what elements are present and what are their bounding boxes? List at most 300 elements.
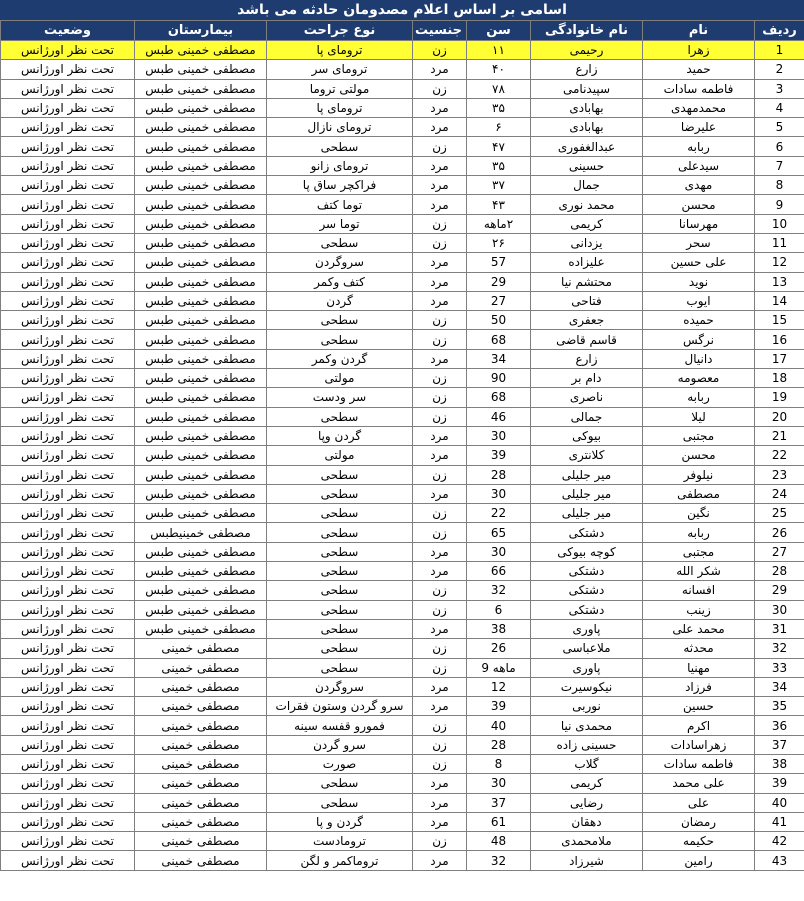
table-row[interactable] (1, 677, 804, 696)
row-number-cell[interactable]: 37 (755, 735, 804, 754)
age-cell[interactable]: ۳۵ (467, 156, 531, 175)
status-cell[interactable]: تحت نظر اورژانس (1, 812, 135, 831)
last-name-cell[interactable]: بهابادی (531, 98, 643, 117)
row-number-cell[interactable]: 4 (755, 98, 804, 117)
injury-type-cell[interactable]: سطحی (267, 542, 413, 561)
gender-cell[interactable]: مرد (413, 195, 467, 214)
injury-type-cell[interactable]: سطحی (267, 639, 413, 658)
table-row[interactable] (1, 465, 804, 484)
status-cell[interactable]: تحت نظر اورژانس (1, 851, 135, 870)
first-name-cell[interactable]: محمد علی (643, 619, 755, 638)
last-name-cell[interactable]: حسینی زاده (531, 735, 643, 754)
gender-cell[interactable]: زن (413, 504, 467, 523)
table-row[interactable] (1, 504, 804, 523)
last-name-cell[interactable]: دام بر (531, 369, 643, 388)
table-row[interactable] (1, 600, 804, 619)
hospital-cell[interactable]: مصطفی خمینی طبس (135, 79, 267, 98)
hospital-cell[interactable]: مصطفی خمینی طبس (135, 330, 267, 349)
table-row[interactable] (1, 233, 804, 252)
gender-cell[interactable]: زن (413, 735, 467, 754)
status-cell[interactable]: تحت نظر اورژانس (1, 369, 135, 388)
last-name-cell[interactable]: ناصری (531, 388, 643, 407)
status-cell[interactable]: تحت نظر اورژانس (1, 98, 135, 117)
injury-type-cell[interactable]: مولتی (267, 446, 413, 465)
hospital-cell[interactable]: مصطفی خمینی طبس (135, 98, 267, 117)
age-cell[interactable]: 90 (467, 369, 531, 388)
status-cell[interactable]: تحت نظر اورژانس (1, 735, 135, 754)
table-row[interactable] (1, 407, 804, 426)
gender-cell[interactable]: مرد (413, 118, 467, 137)
age-cell[interactable]: 38 (467, 619, 531, 638)
gender-cell[interactable]: مرد (413, 774, 467, 793)
injury-type-cell[interactable]: سطحی (267, 484, 413, 503)
injury-type-cell[interactable]: ترومای سر (267, 60, 413, 79)
status-cell[interactable]: تحت نظر اورژانس (1, 41, 135, 60)
gender-cell[interactable]: زن (413, 581, 467, 600)
row-number-cell[interactable]: 11 (755, 233, 804, 252)
last-name-cell[interactable]: عبدالغفوری (531, 137, 643, 156)
last-name-cell[interactable]: میر جلیلی (531, 465, 643, 484)
last-name-cell[interactable]: علیزاده (531, 253, 643, 272)
hospital-cell[interactable]: مصطفی خمینی طبس (135, 484, 267, 503)
table-row[interactable] (1, 214, 804, 233)
hospital-cell[interactable]: مصطفی خمینی طبس (135, 504, 267, 523)
age-cell[interactable]: 30 (467, 426, 531, 445)
injury-type-cell[interactable]: سطحی (267, 600, 413, 619)
first-name-cell[interactable]: محمدمهدی (643, 98, 755, 117)
hospital-cell[interactable]: مصطفی خمینی (135, 832, 267, 851)
age-cell[interactable]: 30 (467, 774, 531, 793)
row-number-cell[interactable]: 25 (755, 504, 804, 523)
status-cell[interactable]: تحت نظر اورژانس (1, 156, 135, 175)
hospital-cell[interactable]: مصطفی خمینی طبس (135, 562, 267, 581)
table-row[interactable] (1, 79, 804, 98)
last-name-cell[interactable]: نوربی (531, 697, 643, 716)
table-row[interactable] (1, 41, 804, 60)
first-name-cell[interactable]: شکر الله (643, 562, 755, 581)
first-name-cell[interactable]: لیلا (643, 407, 755, 426)
row-number-cell[interactable]: 19 (755, 388, 804, 407)
hospital-cell[interactable]: مصطفی خمینی (135, 677, 267, 696)
gender-cell[interactable]: زن (413, 214, 467, 233)
age-cell[interactable]: 22 (467, 504, 531, 523)
status-cell[interactable]: تحت نظر اورژانس (1, 639, 135, 658)
age-cell[interactable]: ۲ماهه (467, 214, 531, 233)
age-cell[interactable]: ۴۳ (467, 195, 531, 214)
table-row[interactable] (1, 311, 804, 330)
first-name-cell[interactable]: علی (643, 793, 755, 812)
row-number-cell[interactable]: 16 (755, 330, 804, 349)
table-row[interactable] (1, 272, 804, 291)
last-name-cell[interactable]: حسینی (531, 156, 643, 175)
table-row[interactable] (1, 716, 804, 735)
header-gender[interactable]: جنسیت (413, 21, 467, 41)
injury-type-cell[interactable]: سر ودست (267, 388, 413, 407)
hospital-cell[interactable]: مصطفی خمینی طبس (135, 446, 267, 465)
hospital-cell[interactable]: مصطفی خمینی (135, 639, 267, 658)
injury-type-cell[interactable]: توما سر (267, 214, 413, 233)
status-cell[interactable]: تحت نظر اورژانس (1, 426, 135, 445)
hospital-cell[interactable]: مصطفی خمینی (135, 658, 267, 677)
age-cell[interactable]: 65 (467, 523, 531, 542)
injury-type-cell[interactable]: سطحی (267, 407, 413, 426)
last-name-cell[interactable]: میر جلیلی (531, 484, 643, 503)
first-name-cell[interactable]: مجتبی (643, 426, 755, 445)
table-row[interactable] (1, 369, 804, 388)
first-name-cell[interactable]: رامین (643, 851, 755, 870)
gender-cell[interactable]: زن (413, 407, 467, 426)
status-cell[interactable]: تحت نظر اورژانس (1, 658, 135, 677)
gender-cell[interactable]: زن (413, 369, 467, 388)
age-cell[interactable]: ۲۶ (467, 233, 531, 252)
last-name-cell[interactable]: کلانتری (531, 446, 643, 465)
gender-cell[interactable]: زن (413, 233, 467, 252)
age-cell[interactable]: 37 (467, 793, 531, 812)
table-row[interactable] (1, 735, 804, 754)
gender-cell[interactable]: مرد (413, 619, 467, 638)
injury-type-cell[interactable]: سطحی (267, 233, 413, 252)
injury-type-cell[interactable]: سروگردن (267, 253, 413, 272)
last-name-cell[interactable]: دشتکی (531, 581, 643, 600)
row-number-cell[interactable]: 36 (755, 716, 804, 735)
first-name-cell[interactable]: مجتبی (643, 542, 755, 561)
first-name-cell[interactable]: مهنیا (643, 658, 755, 677)
status-cell[interactable]: تحت نظر اورژانس (1, 446, 135, 465)
status-cell[interactable]: تحت نظر اورژانس (1, 677, 135, 696)
hospital-cell[interactable]: مصطفی خمینی طبس (135, 349, 267, 368)
status-cell[interactable]: تحت نظر اورژانس (1, 311, 135, 330)
row-number-cell[interactable]: 1 (755, 41, 804, 60)
table-row[interactable] (1, 484, 804, 503)
hospital-cell[interactable]: مصطفی خمینی طبس (135, 176, 267, 195)
table-row[interactable] (1, 754, 804, 773)
last-name-cell[interactable]: کوچه بیوکی (531, 542, 643, 561)
hospital-cell[interactable]: مصطفی خمینی (135, 697, 267, 716)
header-last-name[interactable]: نام خانوادگی (531, 21, 643, 41)
last-name-cell[interactable]: محمد نوری (531, 195, 643, 214)
last-name-cell[interactable]: شیرزاد (531, 851, 643, 870)
injury-type-cell[interactable]: ترومای نازال (267, 118, 413, 137)
last-name-cell[interactable]: فتاحی (531, 291, 643, 310)
age-cell[interactable]: 28 (467, 735, 531, 754)
gender-cell[interactable]: زن (413, 311, 467, 330)
last-name-cell[interactable]: کریمی (531, 774, 643, 793)
hospital-cell[interactable]: مصطفی خمینی طبس (135, 137, 267, 156)
first-name-cell[interactable]: حمیده (643, 311, 755, 330)
injury-type-cell[interactable]: ترومای پا (267, 41, 413, 60)
age-cell[interactable]: 6 (467, 600, 531, 619)
status-cell[interactable]: تحت نظر اورژانس (1, 214, 135, 233)
last-name-cell[interactable]: دشتکی (531, 523, 643, 542)
last-name-cell[interactable]: زارع (531, 349, 643, 368)
row-number-cell[interactable]: 27 (755, 542, 804, 561)
table-row[interactable] (1, 349, 804, 368)
first-name-cell[interactable]: زهراسادات (643, 735, 755, 754)
table-row[interactable] (1, 581, 804, 600)
injury-type-cell[interactable]: ترومادست (267, 832, 413, 851)
hospital-cell[interactable]: مصطفی خمینی طبس (135, 369, 267, 388)
hospital-cell[interactable]: مصطفی خمینی طبس (135, 60, 267, 79)
injury-type-cell[interactable]: سطحی (267, 523, 413, 542)
injury-type-cell[interactable]: فمورو قفسه سینه (267, 716, 413, 735)
status-cell[interactable]: تحت نظر اورژانس (1, 562, 135, 581)
header-hospital[interactable]: بیمارستان (135, 21, 267, 41)
hospital-cell[interactable]: مصطفی خمینی (135, 716, 267, 735)
table-row[interactable] (1, 156, 804, 175)
first-name-cell[interactable]: سیدعلی (643, 156, 755, 175)
first-name-cell[interactable]: علیرضا (643, 118, 755, 137)
gender-cell[interactable]: زن (413, 388, 467, 407)
hospital-cell[interactable]: مصطفی خمینی طبس (135, 291, 267, 310)
table-row[interactable] (1, 832, 804, 851)
first-name-cell[interactable]: دانیال (643, 349, 755, 368)
gender-cell[interactable]: زن (413, 523, 467, 542)
table-row[interactable] (1, 118, 804, 137)
first-name-cell[interactable]: ربابه (643, 137, 755, 156)
injury-type-cell[interactable]: سطحی (267, 793, 413, 812)
first-name-cell[interactable]: مهرسانا (643, 214, 755, 233)
last-name-cell[interactable]: رحیمی (531, 41, 643, 60)
hospital-cell[interactable]: مصطفی خمینی (135, 735, 267, 754)
first-name-cell[interactable]: نوید (643, 272, 755, 291)
hospital-cell[interactable]: مصطفی خمینی (135, 774, 267, 793)
age-cell[interactable]: 32 (467, 581, 531, 600)
gender-cell[interactable]: زن (413, 716, 467, 735)
age-cell[interactable]: 61 (467, 812, 531, 831)
hospital-cell[interactable]: مصطفی خمینی طبس (135, 195, 267, 214)
row-number-cell[interactable]: 29 (755, 581, 804, 600)
status-cell[interactable]: تحت نظر اورژانس (1, 272, 135, 291)
row-number-cell[interactable]: 22 (755, 446, 804, 465)
status-cell[interactable]: تحت نظر اورژانس (1, 774, 135, 793)
injury-type-cell[interactable]: صورت (267, 754, 413, 773)
gender-cell[interactable]: مرد (413, 812, 467, 831)
first-name-cell[interactable]: معصومه (643, 369, 755, 388)
injury-type-cell[interactable]: سطحی (267, 562, 413, 581)
last-name-cell[interactable]: ملامحمدی (531, 832, 643, 851)
row-number-cell[interactable]: 41 (755, 812, 804, 831)
status-cell[interactable]: تحت نظر اورژانس (1, 176, 135, 195)
first-name-cell[interactable]: مصطفی (643, 484, 755, 503)
first-name-cell[interactable]: فاطمه سادات (643, 754, 755, 773)
table-row[interactable] (1, 542, 804, 561)
age-cell[interactable]: ۱۱ (467, 41, 531, 60)
status-cell[interactable]: تحت نظر اورژانس (1, 523, 135, 542)
last-name-cell[interactable]: محمدی نیا (531, 716, 643, 735)
last-name-cell[interactable]: دشتکی (531, 600, 643, 619)
injury-type-cell[interactable]: سطحی (267, 619, 413, 638)
age-cell[interactable]: 29 (467, 272, 531, 291)
first-name-cell[interactable]: ایوب (643, 291, 755, 310)
gender-cell[interactable]: مرد (413, 484, 467, 503)
table-row[interactable] (1, 195, 804, 214)
injury-type-cell[interactable]: سرو گردن (267, 735, 413, 754)
last-name-cell[interactable]: جعفری (531, 311, 643, 330)
hospital-cell[interactable]: مصطفی خمینی طبس (135, 581, 267, 600)
age-cell[interactable]: ۷۸ (467, 79, 531, 98)
row-number-cell[interactable]: 40 (755, 793, 804, 812)
hospital-cell[interactable]: مصطفی خمینی طبس (135, 41, 267, 60)
injury-type-cell[interactable]: کتف وکمر (267, 272, 413, 291)
status-cell[interactable]: تحت نظر اورژانس (1, 716, 135, 735)
header-age[interactable]: سن (467, 21, 531, 41)
injury-type-cell[interactable]: سطحی (267, 330, 413, 349)
row-number-cell[interactable]: 10 (755, 214, 804, 233)
gender-cell[interactable]: زن (413, 754, 467, 773)
row-number-cell[interactable]: 34 (755, 677, 804, 696)
last-name-cell[interactable]: زارع (531, 60, 643, 79)
gender-cell[interactable]: مرد (413, 349, 467, 368)
injury-type-cell[interactable]: سطحی (267, 774, 413, 793)
row-number-cell[interactable]: 2 (755, 60, 804, 79)
row-number-cell[interactable]: 26 (755, 523, 804, 542)
table-row[interactable] (1, 253, 804, 272)
first-name-cell[interactable]: حمید (643, 60, 755, 79)
status-cell[interactable]: تحت نظر اورژانس (1, 388, 135, 407)
gender-cell[interactable]: مرد (413, 426, 467, 445)
age-cell[interactable]: 39 (467, 446, 531, 465)
row-number-cell[interactable]: 28 (755, 562, 804, 581)
status-cell[interactable]: تحت نظر اورژانس (1, 407, 135, 426)
hospital-cell[interactable]: مصطفی خمینی طبس (135, 619, 267, 638)
age-cell[interactable]: 57 (467, 253, 531, 272)
status-cell[interactable]: تحت نظر اورژانس (1, 79, 135, 98)
first-name-cell[interactable]: اکرم (643, 716, 755, 735)
last-name-cell[interactable]: نیکوسیرت (531, 677, 643, 696)
first-name-cell[interactable]: حسین (643, 697, 755, 716)
table-row[interactable] (1, 388, 804, 407)
table-row[interactable] (1, 793, 804, 812)
row-number-cell[interactable]: 33 (755, 658, 804, 677)
injury-type-cell[interactable]: مولتی (267, 369, 413, 388)
status-cell[interactable]: تحت نظر اورژانس (1, 754, 135, 773)
gender-cell[interactable]: مرد (413, 176, 467, 195)
hospital-cell[interactable]: مصطفی خمینی طبس (135, 272, 267, 291)
table-row[interactable] (1, 851, 804, 870)
last-name-cell[interactable]: گلاب (531, 754, 643, 773)
last-name-cell[interactable]: محتشم نیا (531, 272, 643, 291)
injury-type-cell[interactable]: ترومای پا (267, 98, 413, 117)
header-injury-type[interactable]: نوع جراحت (267, 21, 413, 41)
injury-type-cell[interactable]: سطحی (267, 504, 413, 523)
row-number-cell[interactable]: 30 (755, 600, 804, 619)
age-cell[interactable]: 12 (467, 677, 531, 696)
status-cell[interactable]: تحت نظر اورژانس (1, 195, 135, 214)
injury-type-cell[interactable]: گردن و پا (267, 812, 413, 831)
last-name-cell[interactable]: ملاعباسی (531, 639, 643, 658)
status-cell[interactable]: تحت نظر اورژانس (1, 137, 135, 156)
age-cell[interactable]: 27 (467, 291, 531, 310)
injury-type-cell[interactable]: توما کتف (267, 195, 413, 214)
hospital-cell[interactable]: مصطفی خمینی (135, 754, 267, 773)
age-cell[interactable]: ۳۵ (467, 98, 531, 117)
table-row[interactable] (1, 98, 804, 117)
row-number-cell[interactable]: 39 (755, 774, 804, 793)
age-cell[interactable]: ۴۷ (467, 137, 531, 156)
hospital-cell[interactable]: مصطفی خمینی طبس (135, 388, 267, 407)
table-row[interactable] (1, 446, 804, 465)
gender-cell[interactable]: زن (413, 465, 467, 484)
age-cell[interactable]: 28 (467, 465, 531, 484)
row-number-cell[interactable]: 9 (755, 195, 804, 214)
status-cell[interactable]: تحت نظر اورژانس (1, 542, 135, 561)
injury-type-cell[interactable]: مولتی تروما (267, 79, 413, 98)
status-cell[interactable]: تحت نظر اورژانس (1, 504, 135, 523)
gender-cell[interactable]: مرد (413, 677, 467, 696)
injury-type-cell[interactable]: سطحی (267, 137, 413, 156)
first-name-cell[interactable]: فرزاد (643, 677, 755, 696)
row-number-cell[interactable]: 12 (755, 253, 804, 272)
hospital-cell[interactable]: مصطفی خمینی (135, 851, 267, 870)
table-row[interactable] (1, 697, 804, 716)
injury-type-cell[interactable]: گردن وکمر (267, 349, 413, 368)
last-name-cell[interactable]: جمالی (531, 407, 643, 426)
first-name-cell[interactable]: نرگس (643, 330, 755, 349)
gender-cell[interactable]: مرد (413, 851, 467, 870)
last-name-cell[interactable]: جمال (531, 176, 643, 195)
gender-cell[interactable]: مرد (413, 156, 467, 175)
row-number-cell[interactable]: 13 (755, 272, 804, 291)
hospital-cell[interactable]: مصطفی خمینی طبس (135, 465, 267, 484)
status-cell[interactable]: تحت نظر اورژانس (1, 349, 135, 368)
last-name-cell[interactable]: بهابادی (531, 118, 643, 137)
row-number-cell[interactable]: 43 (755, 851, 804, 870)
status-cell[interactable]: تحت نظر اورژانس (1, 118, 135, 137)
status-cell[interactable]: تحت نظر اورژانس (1, 233, 135, 252)
gender-cell[interactable]: مرد (413, 542, 467, 561)
injury-type-cell[interactable]: ترومای زانو (267, 156, 413, 175)
injury-type-cell[interactable]: سطحی (267, 581, 413, 600)
hospital-cell[interactable]: مصطفی خمینی طبس (135, 542, 267, 561)
age-cell[interactable]: 66 (467, 562, 531, 581)
injury-type-cell[interactable]: سطحی (267, 658, 413, 677)
hospital-cell[interactable]: مصطفی خمینیطبس (135, 523, 267, 542)
age-cell[interactable]: 68 (467, 388, 531, 407)
status-cell[interactable]: تحت نظر اورژانس (1, 619, 135, 638)
first-name-cell[interactable]: محدثه (643, 639, 755, 658)
row-number-cell[interactable]: 8 (755, 176, 804, 195)
row-number-cell[interactable]: 24 (755, 484, 804, 503)
gender-cell[interactable]: مرد (413, 562, 467, 581)
first-name-cell[interactable]: زهرا (643, 41, 755, 60)
first-name-cell[interactable]: سحر (643, 233, 755, 252)
gender-cell[interactable]: زن (413, 658, 467, 677)
table-row[interactable] (1, 291, 804, 310)
hospital-cell[interactable]: مصطفی خمینی طبس (135, 233, 267, 252)
age-cell[interactable]: 32 (467, 851, 531, 870)
hospital-cell[interactable]: مصطفی خمینی طبس (135, 253, 267, 272)
gender-cell[interactable]: مرد (413, 98, 467, 117)
row-number-cell[interactable]: 21 (755, 426, 804, 445)
table-row[interactable] (1, 176, 804, 195)
hospital-cell[interactable]: مصطفی خمینی (135, 812, 267, 831)
status-cell[interactable]: تحت نظر اورژانس (1, 465, 135, 484)
last-name-cell[interactable]: سپیدنامی (531, 79, 643, 98)
injury-type-cell[interactable]: گردن وپا (267, 426, 413, 445)
row-number-cell[interactable]: 18 (755, 369, 804, 388)
row-number-cell[interactable]: 42 (755, 832, 804, 851)
hospital-cell[interactable]: مصطفی خمینی طبس (135, 118, 267, 137)
row-number-cell[interactable]: 31 (755, 619, 804, 638)
injury-type-cell[interactable]: تروماکمر و لگن (267, 851, 413, 870)
status-cell[interactable]: تحت نظر اورژانس (1, 832, 135, 851)
table-row[interactable] (1, 137, 804, 156)
injury-type-cell[interactable]: گردن (267, 291, 413, 310)
row-number-cell[interactable]: 17 (755, 349, 804, 368)
hospital-cell[interactable]: مصطفی خمینی طبس (135, 407, 267, 426)
table-row[interactable] (1, 812, 804, 831)
first-name-cell[interactable]: فاطمه سادات (643, 79, 755, 98)
